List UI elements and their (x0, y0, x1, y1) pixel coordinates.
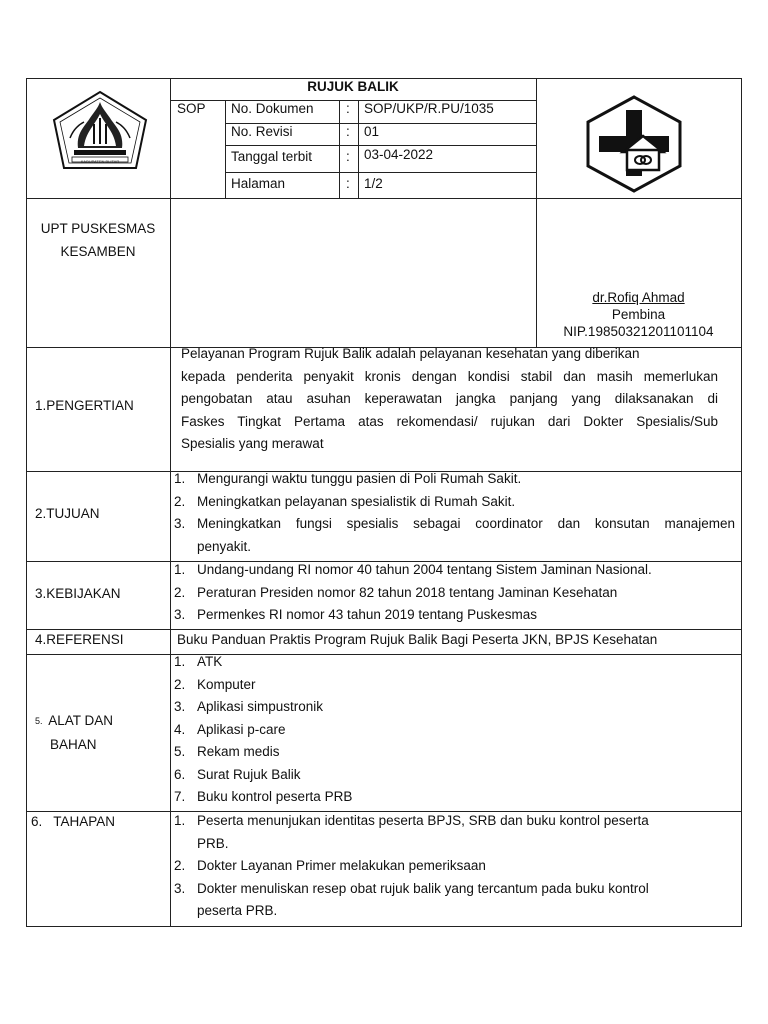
emblem-caption: KABUPATEN BLITAR (80, 159, 120, 164)
list-item: 2. Peraturan Presiden nomor 82 tahun 2018 tentang Jaminan Kesehatan (174, 584, 618, 600)
meta-value: 01 (364, 124, 380, 139)
meta-label: No. Dokumen (231, 101, 314, 116)
meta-colon: : (346, 176, 350, 191)
signer-nip: NIP.19850321201101104 (563, 324, 714, 339)
list-item: 3. Meningkatkan fungsi spesialis sebagai coordinator dan konsutan manajemen penyakit. (174, 516, 735, 554)
section-label: 3.KEBIJAKAN (35, 586, 121, 601)
rule (26, 926, 742, 927)
list-item: 1. Mengurangi waktu tunggu pasien di Poli Rumah Sakit. (174, 471, 522, 486)
section-label: 6. TAHAPAN (31, 814, 116, 829)
meta-colon: : (346, 101, 350, 116)
list-item: 2. Dokter Layanan Primer melakukan pemeriksaan (174, 858, 486, 873)
meta-value: 03-04-2022 (364, 147, 434, 162)
document-title: RUJUK BALIK (307, 79, 399, 94)
list-item: 7. Buku kontrol peserta PRB (174, 789, 353, 804)
list-item: 3. Aplikasi simpustronik (174, 699, 324, 714)
meta-colon: : (346, 124, 350, 139)
list-item: 6. Surat Rujuk Balik (174, 766, 301, 782)
org-line: UPT PUSKESMAS (40, 221, 156, 236)
section-title: BAHAN (50, 736, 97, 752)
text-line: Pelayanan Program Rujuk Balik adalah pelayanan kesehatan yang diberikan (181, 346, 640, 361)
list-item: 3. Permenkes RI nomor 43 tahun 2019 tentang Puskesmas (174, 607, 537, 622)
tahapan-list (170, 810, 715, 923)
puskesmas-logo-icon (583, 94, 685, 194)
list-item: 2. Komputer (174, 676, 256, 692)
section-label: 2.TUJUAN (35, 506, 100, 521)
text-line: Spesialis yang merawat (181, 436, 324, 451)
referensi-text: Buku Panduan Praktis Program Rujuk Balik Bagi Peserta JKN, BPJS Kesehatan (177, 632, 658, 647)
meta-value: 1/2 (364, 176, 383, 191)
org-line: KESAMBEN (60, 244, 136, 259)
section-label: 4.REFERENSI (35, 632, 124, 647)
signer-block (536, 289, 741, 340)
alat-list (170, 651, 735, 809)
list-item: 4. Aplikasi p-care (174, 721, 286, 737)
org-name (26, 217, 170, 263)
list-item: 5. Rekam medis (174, 744, 280, 759)
list-item: 1. Peserta menunjukan identitas peserta BPJS, SRB dan buku kontrol peserta PRB. (174, 813, 649, 851)
rule (26, 629, 742, 630)
rule (741, 78, 742, 927)
rule (225, 172, 536, 173)
list-item: 1. ATK (174, 654, 223, 669)
pengertian-text (181, 343, 718, 456)
section-number: 5. (35, 715, 43, 726)
rule (225, 100, 226, 199)
signer-rank: Pembina (611, 307, 666, 322)
kebijakan-list (170, 559, 735, 627)
list-item: 3. Dokter menuliskan resep obat rujuk balik yang tercantum pada buku kontrol peserta PRB. (174, 880, 649, 918)
text-line: kepada penderita penyakit kronis dengan kondisi stabil dan masih memerlukan (181, 368, 718, 384)
meta-value: SOP/UKP/R.PU/1035 (364, 101, 494, 116)
list-item: 2. Meningkatkan pelayanan spesialistik di Rumah Sakit. (174, 493, 516, 509)
rule (26, 78, 27, 927)
text-line: Faskes Tingkat Pertama atas rekomendasi/ rujukan dari Dokter Spesialis/Sub (181, 413, 718, 429)
signer-name: dr.Rofiq Ahmad (592, 290, 685, 305)
sop-label: SOP (177, 101, 206, 116)
list-item: 1. Undang-undang RI nomor 40 tahun 2004 tentang Sistem Jaminan Nasional. (174, 562, 652, 577)
rule (339, 100, 340, 199)
meta-label: No. Revisi (231, 124, 293, 139)
meta-label: Halaman (231, 176, 286, 191)
rule (358, 100, 359, 199)
section-title: ALAT DAN (48, 713, 114, 728)
section-label: 1.PENGERTIAN (35, 398, 134, 413)
text-line: pengobatan atau asuhan keperawatan jangka panjang yang dilaksanakan di (181, 391, 718, 406)
meta-label: Tanggal terbit (231, 149, 313, 164)
tujuan-list (170, 468, 735, 558)
rule (225, 145, 536, 146)
rule (26, 198, 742, 199)
section-label (35, 709, 113, 756)
meta-colon: : (346, 149, 350, 164)
